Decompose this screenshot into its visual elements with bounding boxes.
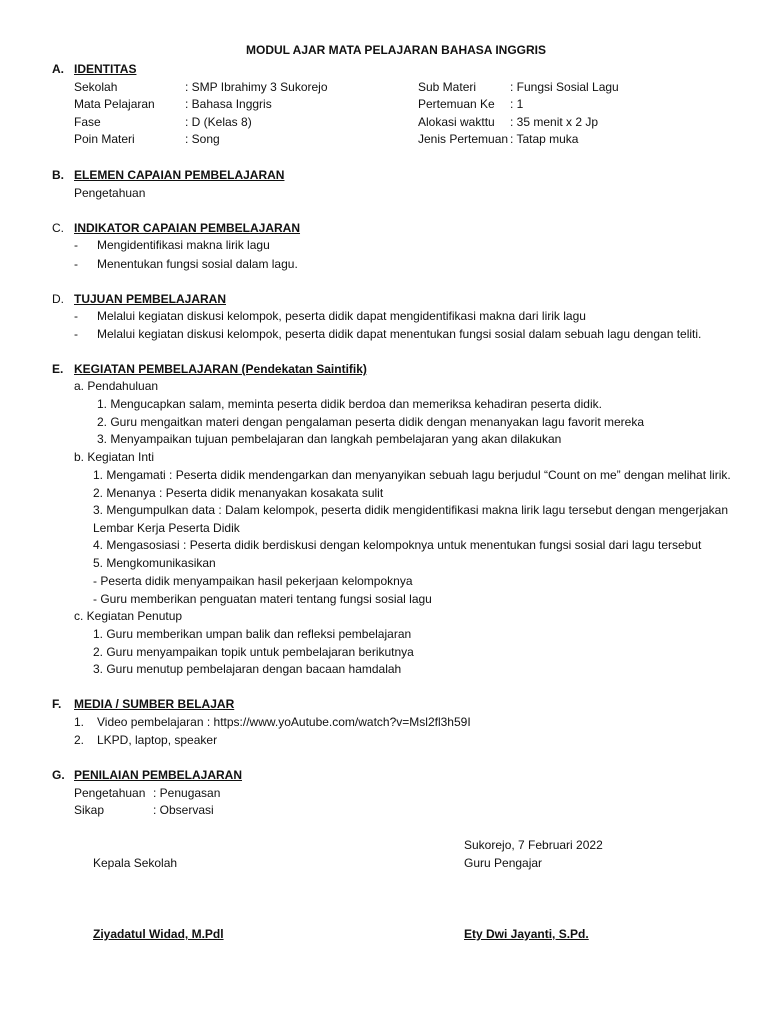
list-item: 1. Mengamati : Peserta didik mendengarkan dan menyanyikan sebuah lagu berjudul “Count on me” dengan melihat lirik.: [93, 468, 731, 482]
section-b-letter: B.: [52, 168, 64, 182]
teacher-name: Ety Dwi Jayanti, S.Pd.: [464, 927, 589, 941]
identitas-label: Fase: [74, 115, 101, 129]
section-g-letter: G.: [52, 768, 65, 782]
headmaster-role: Kepala Sekolah: [93, 856, 178, 870]
identitas-label: Poin Materi: [74, 132, 135, 146]
elemen-text: Pengetahuan: [74, 186, 146, 200]
list-item: - Peserta didik menyampaikan hasil pekerjaan kelompoknya: [93, 574, 413, 588]
identitas-value: : Song: [185, 132, 220, 146]
identitas-value: : 35 menit x 2 Jp: [510, 115, 599, 129]
section-d-heading: TUJUAN PEMBELAJARAN: [74, 292, 227, 306]
list-item: - Guru memberikan penguatan materi tentang fungsi sosial lagu: [93, 592, 432, 606]
list-item: Mengidentifikasi makna lirik lagu: [97, 238, 270, 252]
section-a-letter: A.: [52, 62, 64, 76]
identitas-label: Jenis Pertemuan: [418, 132, 509, 146]
section-f-letter: F.: [52, 697, 62, 711]
list-item: Melalui kegiatan diskusi kelompok, peserta didik dapat mengidentifikasi makna dari lirik lagu: [97, 309, 586, 323]
list-item: Menentukan fungsi sosial dalam lagu.: [97, 257, 298, 271]
document-title: MODUL AJAR MATA PELAJARAN BAHASA INGGRIS: [246, 43, 547, 57]
identitas-label: Sekolah: [74, 80, 118, 94]
penilaian-value: : Penugasan: [153, 786, 221, 800]
list-item: 3. Guru menutup pembelajaran dengan bacaan hamdalah: [93, 662, 402, 676]
identitas-label: Sub Materi: [418, 80, 477, 94]
list-number: 2.: [74, 733, 85, 747]
list-item: 3. Menyampaikan tujuan pembelajaran dan langkah pembelajaran yang akan dilakukan: [97, 432, 562, 446]
list-dash: -: [74, 257, 78, 271]
list-dash: -: [74, 327, 78, 341]
penilaian-label: Pengetahuan: [74, 786, 146, 800]
list-item: Video pembelajaran : https://www.yoAutube.com/watch?v=Msl2fl3h59I: [97, 715, 471, 729]
place-date: Sukorejo, 7 Februari 2022: [464, 838, 603, 852]
list-item: 2. Guru mengaitkan materi dengan pengalaman peserta didik dengan menanyakan lagu favorit mereka: [97, 415, 645, 429]
list-item: 1. Guru memberikan umpan balik dan refleksi pembelajaran: [93, 627, 412, 641]
identitas-value: : D (Kelas 8): [185, 115, 252, 129]
list-dash: -: [74, 309, 78, 323]
identitas-value: : Bahasa Inggris: [185, 97, 272, 111]
list-item: 2. Guru menyampaikan topik untuk pembelajaran berikutnya: [93, 645, 414, 659]
identitas-value: : Fungsi Sosial Lagu: [510, 80, 619, 94]
teacher-role: Guru Pengajar: [464, 856, 543, 870]
list-item: LKPD, laptop, speaker: [97, 733, 218, 747]
identitas-value: : 1: [510, 97, 524, 111]
section-g-heading: PENILAIAN PEMBELAJARAN: [74, 768, 243, 782]
subsection-label: c. Kegiatan Penutup: [74, 609, 183, 623]
section-e-heading: KEGIATAN PEMBELAJARAN (Pendekatan Saintifik): [74, 362, 367, 376]
section-f-heading: MEDIA / SUMBER BELAJAR: [74, 697, 235, 711]
subsection-label: b. Kegiatan Inti: [74, 450, 155, 464]
list-item: Lembar Kerja Peserta Didik: [93, 521, 240, 535]
section-b-heading: ELEMEN CAPAIAN PEMBELAJARAN: [74, 168, 285, 182]
headmaster-name: Ziyadatul Widad, M.Pdl: [93, 927, 224, 941]
list-item: 5. Mengkomunikasikan: [93, 556, 216, 570]
list-item: 3. Mengumpulkan data : Dalam kelompok, peserta didik mengidentifikasi makna lirik lagu tersebut dengan mengerjakan: [93, 503, 729, 517]
list-item: 2. Menanya : Peserta didik menanyakan kosakata sulit: [93, 486, 384, 500]
identitas-label: Mata Pelajaran: [74, 97, 155, 111]
identitas-value: : SMP Ibrahimy 3 Sukorejo: [185, 80, 328, 94]
list-item: 4. Mengasosiasi : Peserta didik berdiskusi dengan kelompoknya untuk menentukan fungsi sosial dari lagu tersebut: [93, 538, 702, 552]
section-a-heading: IDENTITAS: [74, 62, 137, 76]
list-item: Melalui kegiatan diskusi kelompok, peserta didik dapat menentukan fungsi sosial dalam sebuah lagu dengan teliti.: [97, 327, 702, 341]
penilaian-label: Sikap: [74, 803, 105, 817]
list-item: 1. Mengucapkan salam, meminta peserta didik berdoa dan memeriksa kehadiran peserta didik.: [97, 397, 602, 411]
identitas-label: Alokasi wakttu: [418, 115, 495, 129]
penilaian-value: : Observasi: [153, 803, 214, 817]
section-c-heading: INDIKATOR CAPAIAN PEMBELAJARAN: [74, 221, 301, 235]
section-d-letter: D.: [52, 292, 64, 306]
section-e-letter: E.: [52, 362, 64, 376]
subsection-label: a. Pendahuluan: [74, 379, 159, 393]
identitas-label: Pertemuan Ke: [418, 97, 495, 111]
list-number: 1.: [74, 715, 85, 729]
identitas-value: : Tatap muka: [510, 132, 579, 146]
section-c-letter: C.: [52, 221, 64, 235]
list-dash: -: [74, 238, 78, 252]
